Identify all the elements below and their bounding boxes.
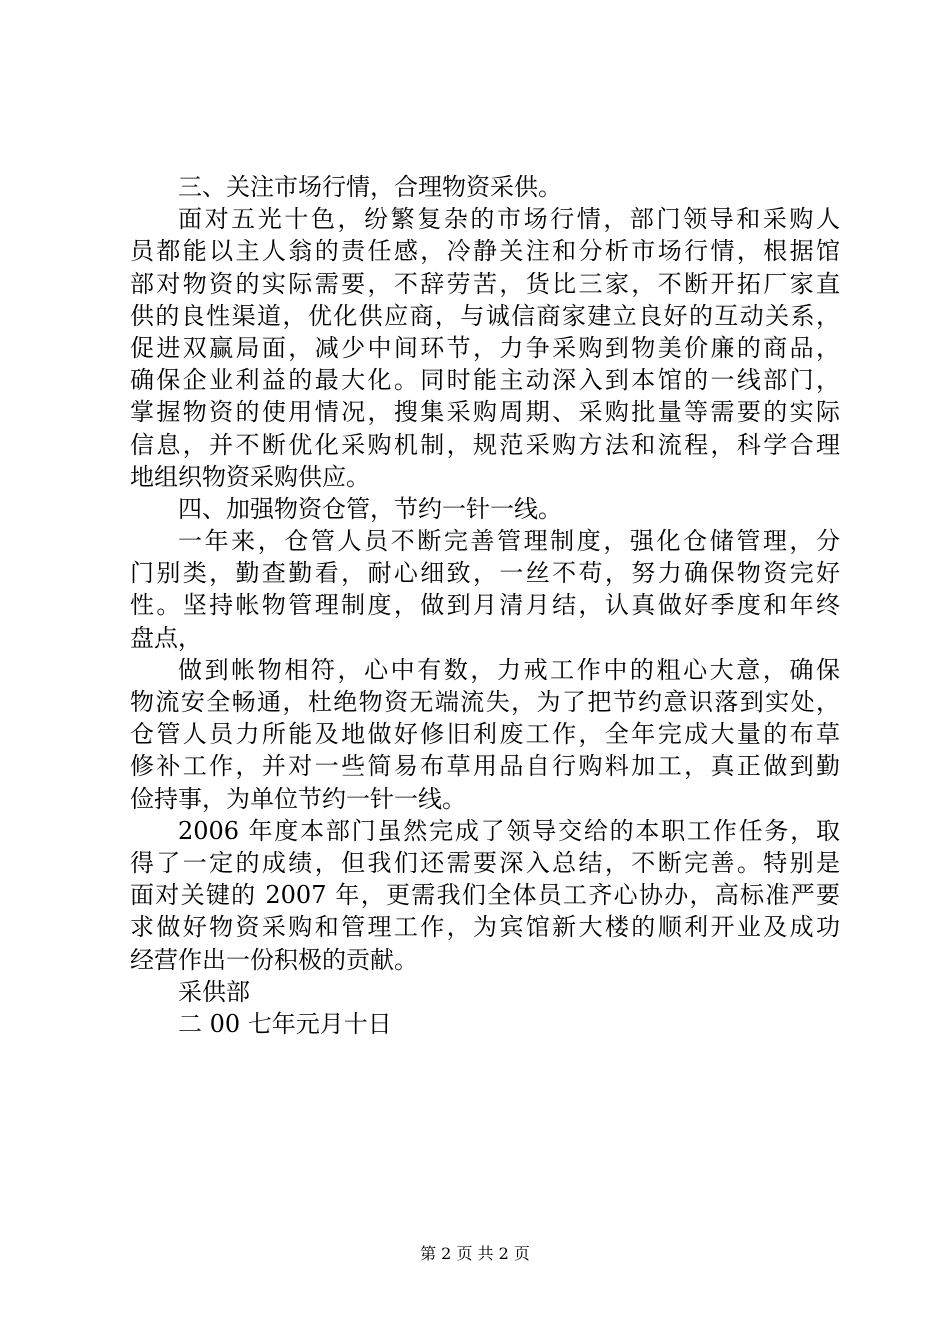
paragraph-line: 得了一定的成绩，但我们还需要深入总结，不断完善。特别是 xyxy=(130,848,840,877)
paragraph-line: 地组织物资采购供应。 xyxy=(130,462,370,491)
paragraph-line: 促进双赢局面，减少中间环节，力争采购到物美价廉的商品， xyxy=(130,333,840,362)
paragraph-line: 门别类，勤查勤看，耐心细致，一丝不苟，努力确保物资完好 xyxy=(130,559,840,588)
paragraph-line: 掌握物资的使用情况，搜集采购周期、采购批量等需要的实际 xyxy=(130,398,840,427)
section-heading-3: 三、关注市场行情，合理物资采供。 xyxy=(178,173,562,201)
paragraph-line: 面对五光十色，纷繁复杂的市场行情，部门领导和采购人 xyxy=(178,205,840,234)
paragraph-line: 部对物资的实际需要，不辞劳苦，货比三家，不断开拓厂家直 xyxy=(130,269,840,298)
paragraph-line: 确保企业利益的最大化。同时能主动深入到本馆的一线部门， xyxy=(130,366,840,395)
department-signature: 采供部 xyxy=(178,977,250,1006)
paragraph-line: 信息，并不断优化采购机制，规范采购方法和流程，科学合理 xyxy=(130,430,840,459)
paragraph-line: 面对关键的 2007 年，更需我们全体员工齐心协办，高标准严要 xyxy=(130,881,840,910)
paragraph-line: 修补工作，并对一些简易布草用品自行购料加工，真正做到勤 xyxy=(130,752,840,781)
paragraph-line: 经营作出一份积极的贡献。 xyxy=(130,945,418,974)
paragraph-line: 物流安全畅通，杜绝物资无端流失，为了把节约意识落到实处， xyxy=(130,688,840,716)
paragraph-line: 盘点， xyxy=(130,623,202,652)
paragraph-line: 性。坚持帐物管理制度，做到月清月结，认真做好季度和年终 xyxy=(130,591,840,620)
paragraph-line: 做到帐物相符，心中有数，力戒工作中的粗心大意，确保 xyxy=(178,655,840,684)
document-date: 二 00 七年元月十日 xyxy=(178,1009,392,1038)
page-number-footer: 第 2 页 共 2 页 xyxy=(420,1244,530,1263)
paragraph-line: 俭持事，为单位节约一针一线。 xyxy=(130,784,466,813)
paragraph-line: 员都能以主人翁的责任感，冷静关注和分析市场行情，根据馆 xyxy=(130,237,840,266)
paragraph-line: 供的良性渠道，优化供应商，与诚信商家建立良好的互动关系， xyxy=(130,301,840,330)
section-heading-4: 四、加强物资仓管，节约一针一线。 xyxy=(178,494,562,523)
paragraph-line: 一年来，仓管人员不断完善管理制度，强化仓储管理，分 xyxy=(178,527,840,556)
document-body xyxy=(130,171,840,1040)
paragraph-line: 仓管人员力所能及地做好修旧利废工作，全年完成大量的布草 xyxy=(130,720,840,749)
paragraph-line: 求做好物资采购和管理工作，为宾馆新大楼的顺利开业及成功 xyxy=(130,913,840,942)
paragraph-line: 2006 年度本部门虽然完成了领导交给的本职工作任务，取 xyxy=(178,816,840,845)
